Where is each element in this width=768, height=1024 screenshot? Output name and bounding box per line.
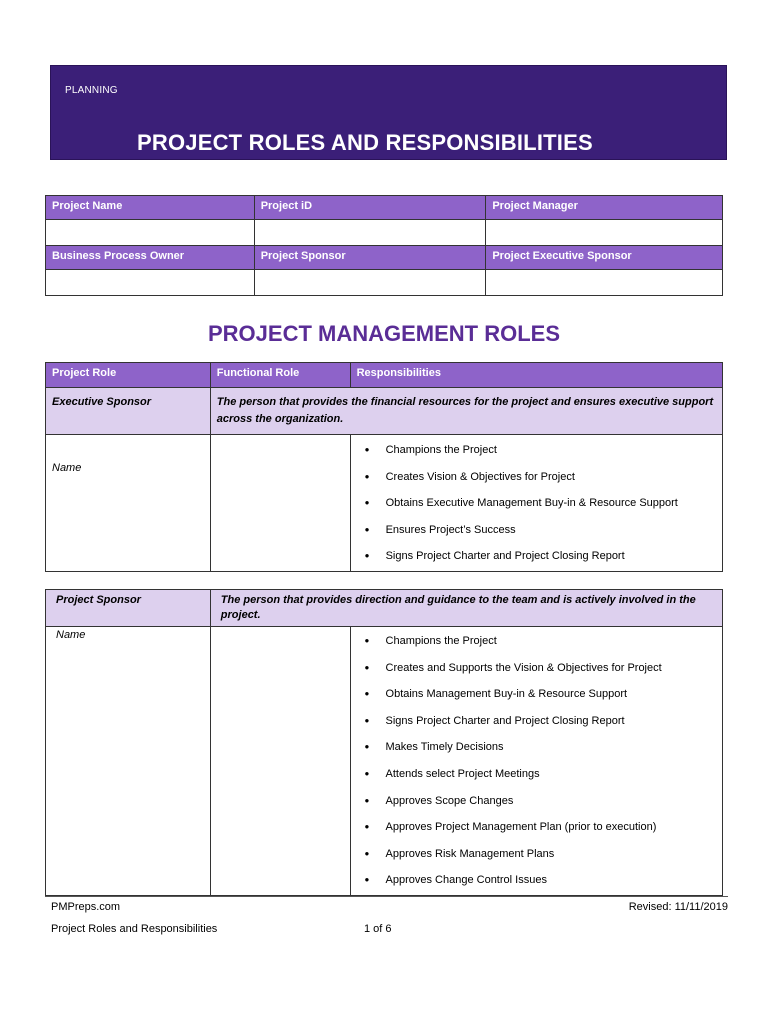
footer-page-number: 1 of 6 xyxy=(364,923,392,935)
list-item: ● Attends select Project Meetings xyxy=(352,761,721,788)
executive-functional-role-cell[interactable] xyxy=(210,435,350,572)
functional-role-header: Functional Role xyxy=(210,363,350,388)
footer-doc-title: Project Roles and Responsibilities xyxy=(51,923,218,935)
project-role-header: Project Role xyxy=(46,363,211,388)
project-sponsor-header: Project Sponsor xyxy=(254,246,486,270)
project-sponsor-name[interactable]: Name xyxy=(46,627,211,896)
executive-responsibilities-cell xyxy=(350,435,722,572)
responsibilities-header: Responsibilities xyxy=(350,363,722,388)
business-process-owner-field[interactable] xyxy=(46,270,255,296)
list-item: ● Approves Risk Management Plans xyxy=(352,841,721,868)
list-item: ● Obtains Executive Management Buy-in & Resource Support xyxy=(352,490,721,517)
footer-divider xyxy=(45,896,728,897)
project-manager-header: Project Manager xyxy=(486,196,723,220)
executive-sponsor-name[interactable]: Name xyxy=(46,435,211,572)
list-item: ● Creates Vision & Objectives for Project xyxy=(352,464,721,491)
project-id-field[interactable] xyxy=(254,220,486,246)
list-item: ● Approves Project Management Plan (prior to execution) xyxy=(352,814,721,841)
list-item: ● Obtains Management Buy-in & Resource Support xyxy=(352,681,721,708)
list-item: ● Ensures Project’s Success xyxy=(352,517,721,544)
title-banner xyxy=(50,65,727,160)
list-item: ● Champions the Project xyxy=(352,437,721,464)
project-manager-field[interactable] xyxy=(486,220,723,246)
list-item: ● Makes Timely Decisions xyxy=(352,734,721,761)
project-executive-sponsor-field[interactable] xyxy=(486,270,723,296)
project-sponsor-description: The person that provides direction and guidance to the team and is actively involved in the project. xyxy=(210,590,722,627)
project-id-header: Project iD xyxy=(254,196,486,220)
executive-sponsor-table xyxy=(45,362,723,572)
sponsor-responsibilities-cell xyxy=(350,627,722,896)
list-item: ● Signs Project Charter and Project Closing Report xyxy=(352,543,721,570)
project-sponsor-table xyxy=(45,589,723,896)
sponsor-functional-role-cell[interactable] xyxy=(210,627,350,896)
project-name-header: Project Name xyxy=(46,196,255,220)
project-sponsor-field[interactable] xyxy=(254,270,486,296)
section-label: PLANNING xyxy=(65,85,118,96)
footer-revised: Revised: 11/11/2019 xyxy=(628,901,728,913)
list-item: ● Approves Change Control Issues xyxy=(352,867,721,894)
section-title: PROJECT MANAGEMENT ROLES xyxy=(207,321,561,346)
business-process-owner-header: Business Process Owner xyxy=(46,246,255,270)
list-item: ● Creates and Supports the Vision & Objectives for Project xyxy=(352,655,721,682)
project-executive-sponsor-header: Project Executive Sponsor xyxy=(486,246,723,270)
list-item: ● Champions the Project xyxy=(352,628,721,655)
list-item: ● Approves Scope Changes xyxy=(352,788,721,815)
project-sponsor-role: Project Sponsor xyxy=(46,590,211,627)
executive-sponsor-description: The person that provides the financial resources for the project and ensures executive support across the organization. xyxy=(210,388,722,435)
page-title: PROJECT ROLES AND RESPONSIBILITIES xyxy=(137,130,593,155)
project-info-table xyxy=(45,195,723,296)
project-name-field[interactable] xyxy=(46,220,255,246)
list-item: ● Signs Project Charter and Project Closing Report xyxy=(352,708,721,735)
executive-sponsor-role: Executive Sponsor xyxy=(46,388,211,435)
footer-site: PMPreps.com xyxy=(51,901,121,913)
